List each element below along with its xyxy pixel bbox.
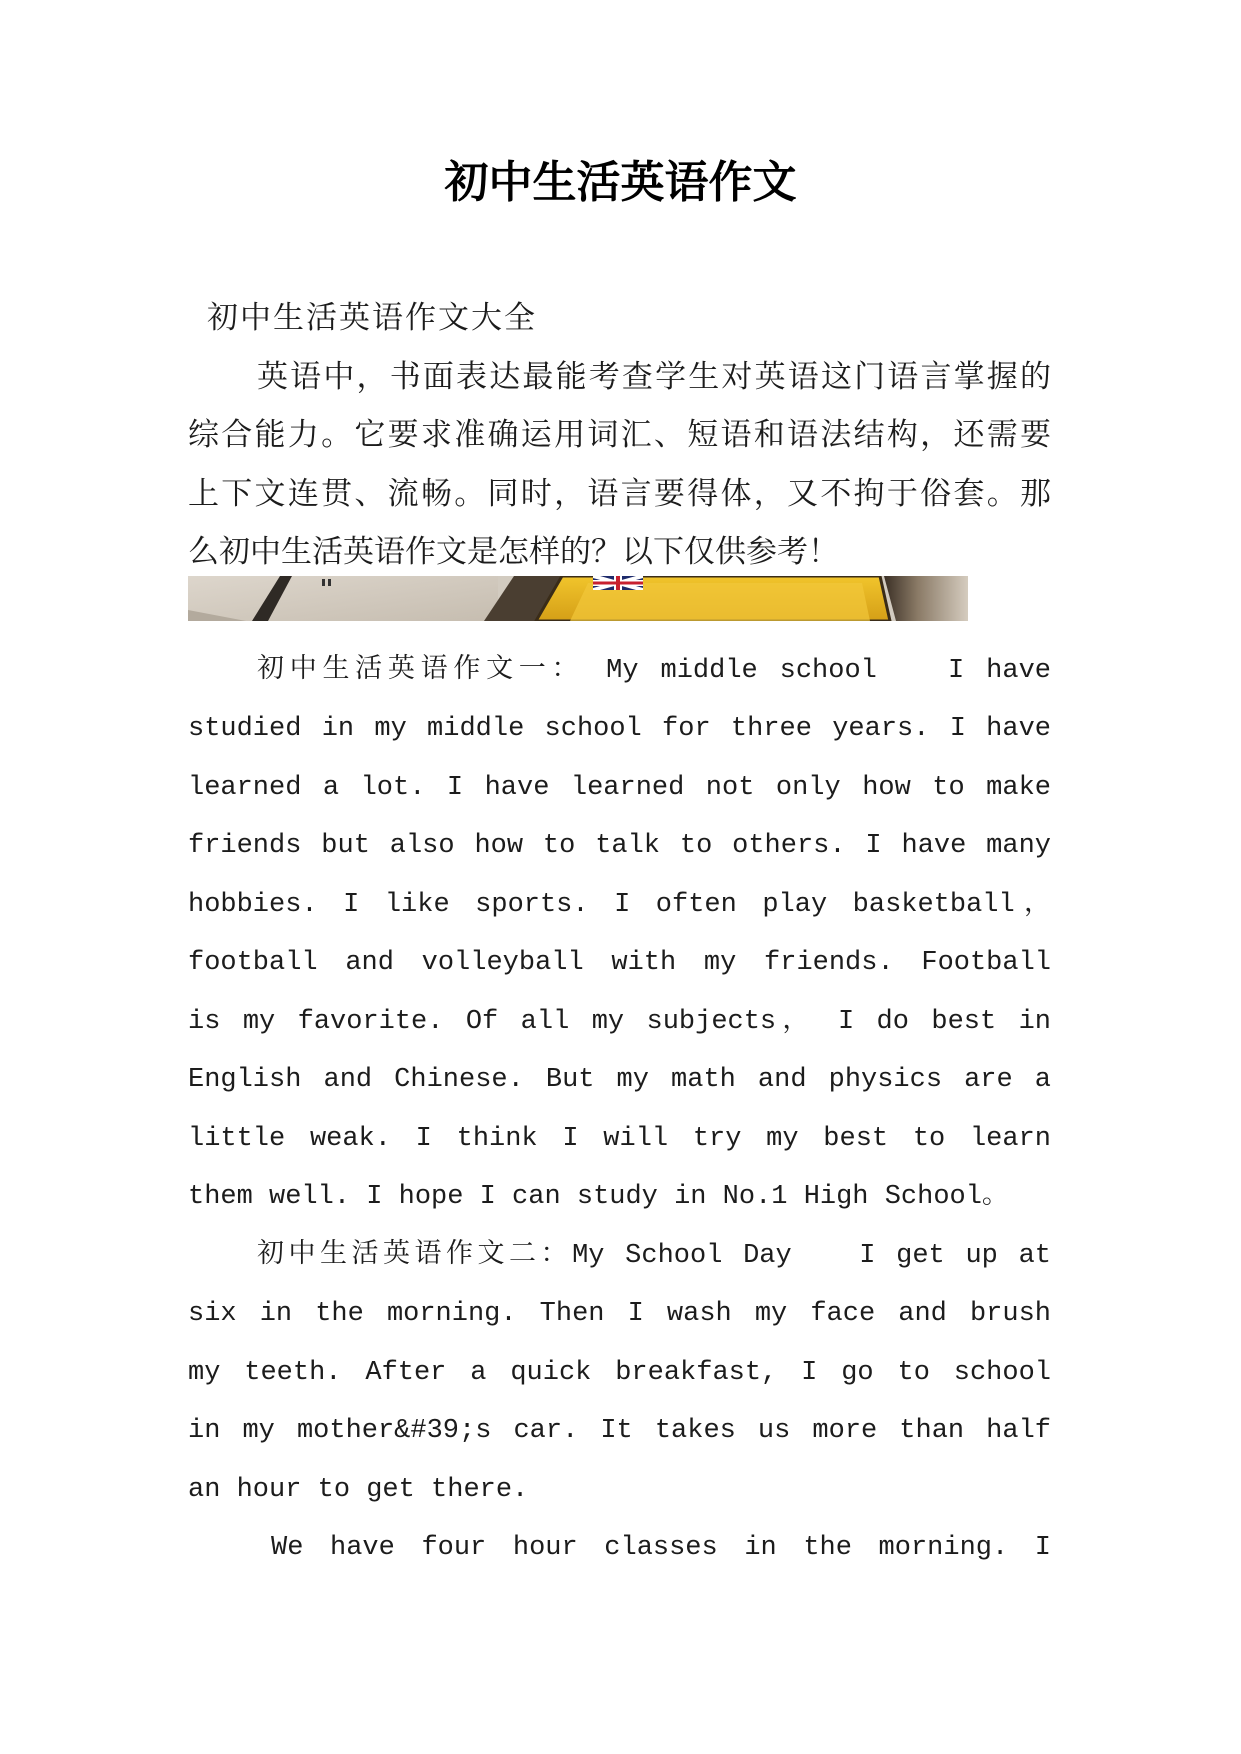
document-subtitle: 初中生活英语作文大全 (207, 300, 537, 336)
banner-right-keys (884, 576, 968, 621)
document-title: 初中生活英语作文 (444, 157, 797, 208)
essay-one-line: is my favorite. Of all my subjects， I do best in (188, 1006, 1051, 1037)
essay-one-line: 初中生活英语作文一： My middle school I have (257, 655, 1051, 686)
intro-line: 综合能力。它要求准确运用词汇、短语和语法结构，还需要 (188, 417, 1051, 453)
banner-image (188, 576, 968, 621)
essay-one-line: English and Chinese. But my math and physics are a (188, 1065, 1051, 1095)
essay-one-line: studied in my middle school for three years. I have (188, 714, 1051, 744)
essay-two-paragraph (188, 1227, 1051, 1520)
banner-flag (593, 576, 643, 590)
essay-one-line: learned a lot. I have learned not only how to make (188, 772, 1051, 803)
essay-one-line: hobbies. I like sports. I often play basketball， (188, 889, 1051, 920)
intro-line: 上下文连贯、流畅。同时，语言要得体，又不拘于俗套。那 (188, 475, 1051, 512)
intro-line: 英语中，书面表达最能考查学生对英语这门语言掌握的 (257, 358, 1051, 395)
essay-two-line: six in the morning. Then I wash my face and brush (188, 1299, 1051, 1329)
essay-two-line: 初中生活英语作文二：My School Day I get up at (257, 1240, 1051, 1271)
banner-left-key (188, 576, 498, 621)
intro-paragraph (188, 348, 1051, 582)
banner-key-mark (328, 579, 331, 586)
essay-one-line: them well. I hope I can study in No.1 High School。 (188, 1182, 1009, 1212)
essay-two-line: an hour to get there. (188, 1474, 529, 1505)
essay-one-line: football and volleyball with my friends. Football (188, 948, 1051, 978)
banner-key-mark (322, 579, 325, 586)
essay-two-line: my teeth. After a quick breakfast, I go to school (188, 1357, 1051, 1388)
intro-line: 么初中生活英语作文是怎样的？以下仅供参考！ (188, 534, 839, 570)
essay-one-paragraph (188, 642, 1051, 1227)
essay-one-line: friends but also how to talk to others. I have many (188, 831, 1051, 861)
essay-two-continued-paragraph (188, 1519, 1051, 1578)
essay-one-line: little weak. I think I will try my best to learn (188, 1123, 1051, 1154)
document-body (188, 289, 1051, 1578)
essay-two-line: in my mother&#39;s car. It takes us more than half (188, 1416, 1051, 1446)
essay-two-continued-line: We have four hour classes in the morning. I (271, 1533, 1051, 1563)
